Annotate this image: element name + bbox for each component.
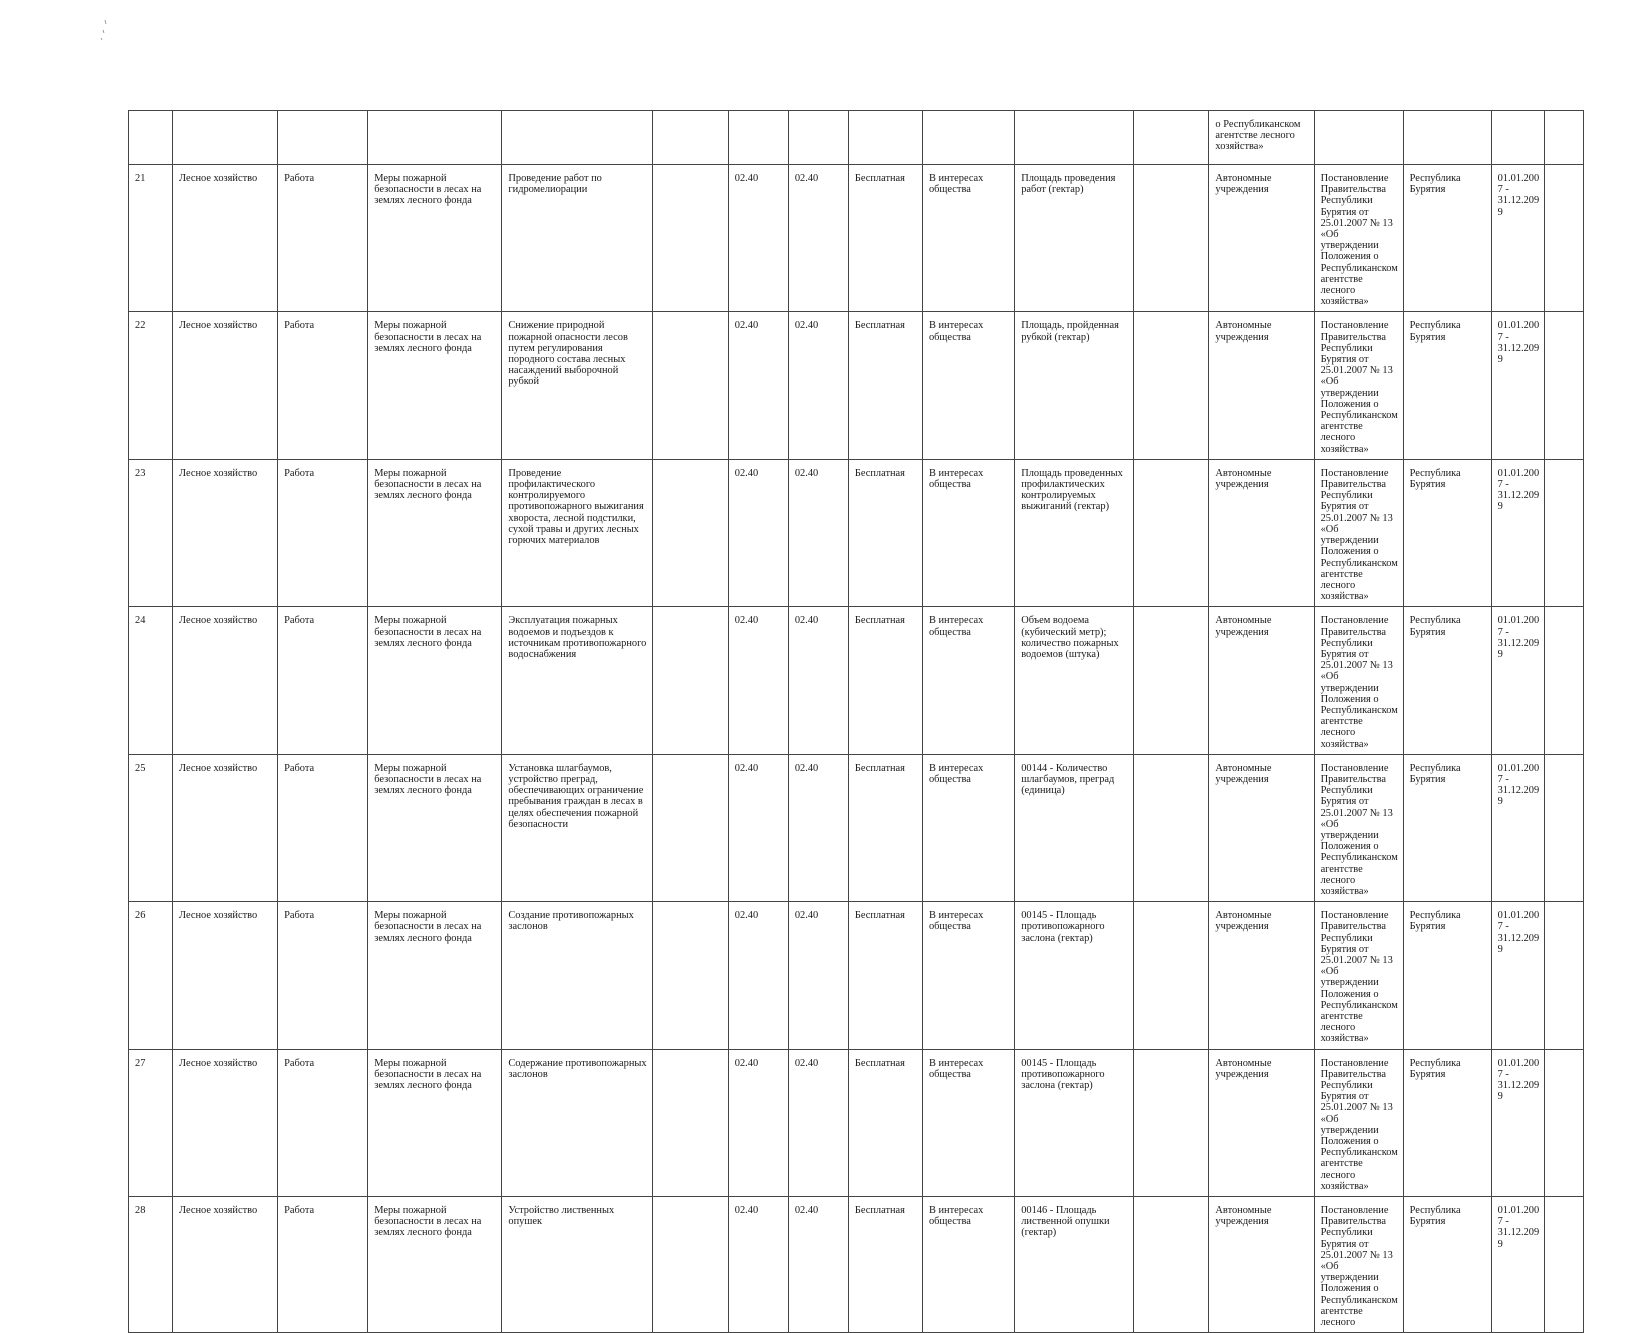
- service-cell: Меры пожарной безопасности в лесах на землях лесного фонда: [368, 459, 502, 606]
- empty-cell: [1545, 754, 1584, 901]
- basis-cell: Постановление Правительства Республики Бурятия от 25.01.2007 № 13 «Об утверждении Положения о Республиканском агентстве лесного хозяйства»: [1314, 754, 1403, 901]
- row-number: 21: [129, 165, 173, 312]
- indicator-cell: Объем водоема (кубический метр); количество пожарных водоемов (штука): [1015, 607, 1134, 754]
- sector-cell: Лесное хозяйство: [172, 165, 277, 312]
- okved-cell: 02.40: [728, 312, 788, 459]
- empty-cell: [1134, 754, 1209, 901]
- content-cell: Создание противопожарных заслонов: [502, 902, 652, 1049]
- payment-cell: Бесплатная: [848, 459, 922, 606]
- row-number: 28: [129, 1197, 173, 1333]
- empty-cell: [652, 902, 728, 1049]
- okved-cell: 02.40: [728, 607, 788, 754]
- kind-cell: Работа: [278, 1049, 368, 1196]
- kind-cell: Работа: [278, 1197, 368, 1333]
- empty-cell: [1134, 1197, 1209, 1333]
- table-cell: [728, 111, 788, 165]
- authority-cell: Республика Бурятия: [1403, 1197, 1491, 1333]
- basis-cell: о Республиканском агентстве лесного хозяйства»: [1209, 111, 1314, 165]
- table-cell: [278, 111, 368, 165]
- authority-cell: Республика Бурятия: [1403, 165, 1491, 312]
- empty-cell: [652, 1197, 728, 1333]
- kind-cell: Работа: [278, 459, 368, 606]
- service-cell: Меры пожарной безопасности в лесах на землях лесного фонда: [368, 1197, 502, 1333]
- indicator-cell: Площадь проведенных профилактических контролируемых выжиганий (гектар): [1015, 459, 1134, 606]
- empty-cell: [1545, 1197, 1584, 1333]
- row-number: 25: [129, 754, 173, 901]
- sector-cell: Лесное хозяйство: [172, 607, 277, 754]
- row-number: 27: [129, 1049, 173, 1196]
- empty-cell: [652, 459, 728, 606]
- table-row: [129, 1197, 1584, 1333]
- table-cell: [1403, 111, 1491, 165]
- payment-cell: Бесплатная: [848, 1049, 922, 1196]
- okved-cell: 02.40: [728, 754, 788, 901]
- institutions-cell: Автономные учреждения: [1209, 607, 1314, 754]
- indicator-cell: 00145 - Площадь противопожарного заслона (гектар): [1015, 1049, 1134, 1196]
- indicator-cell: 00146 - Площадь лиственной опушки (гектар): [1015, 1197, 1134, 1333]
- sector-cell: Лесное хозяйство: [172, 459, 277, 606]
- table-cell: [652, 111, 728, 165]
- kind-cell: Работа: [278, 312, 368, 459]
- table-cell: [1314, 111, 1403, 165]
- empty-cell: [1545, 607, 1584, 754]
- institutions-cell: Автономные учреждения: [1209, 459, 1314, 606]
- service-cell: Меры пожарной безопасности в лесах на землях лесного фонда: [368, 902, 502, 1049]
- indicator-cell: Площадь, пройденная рубкой (гектар): [1015, 312, 1134, 459]
- consumers-cell: В интересах общества: [922, 754, 1014, 901]
- payment-cell: Бесплатная: [848, 165, 922, 312]
- empty-cell: [1545, 1049, 1584, 1196]
- authority-cell: Республика Бурятия: [1403, 607, 1491, 754]
- period-cell: 01.01.2007 - 31.12.2099: [1491, 312, 1545, 459]
- service-cell: Меры пожарной безопасности в лесах на землях лесного фонда: [368, 1049, 502, 1196]
- table-row: [129, 754, 1584, 901]
- institutions-cell: Автономные учреждения: [1209, 902, 1314, 1049]
- table-row: [129, 459, 1584, 606]
- service-cell: Меры пожарной безопасности в лесах на землях лесного фонда: [368, 312, 502, 459]
- scan-artifact-mark: [96, 18, 110, 44]
- empty-cell: [652, 165, 728, 312]
- table-cell: [922, 111, 1014, 165]
- content-cell: Проведение работ по гидромелиорации: [502, 165, 652, 312]
- okved-cell: 02.40: [788, 1197, 848, 1333]
- basis-cell: Постановление Правительства Республики Бурятия от 25.01.2007 № 13 «Об утверждении Положения о Республиканском агентстве лесного хозяйства»: [1314, 312, 1403, 459]
- basis-cell: Постановление Правительства Республики Бурятия от 25.01.2007 № 13 «Об утверждении Положения о Республиканском агентстве лесного: [1314, 1197, 1403, 1333]
- okved-cell: 02.40: [788, 459, 848, 606]
- okved-cell: 02.40: [788, 902, 848, 1049]
- table-row: [129, 902, 1584, 1049]
- basis-cell: Постановление Правительства Республики Бурятия от 25.01.2007 № 13 «Об утверждении Положения о Республиканском агентстве лесного хозяйства»: [1314, 902, 1403, 1049]
- table-cell: [502, 111, 652, 165]
- empty-cell: [1134, 312, 1209, 459]
- okved-cell: 02.40: [788, 312, 848, 459]
- content-cell: Снижение природной пожарной опасности лесов путем регулирования породного состава лесных насаждений выборочной рубкой: [502, 312, 652, 459]
- table-cell: [368, 111, 502, 165]
- indicator-cell: 00144 - Количество шлагбаумов, преград (единица): [1015, 754, 1134, 901]
- content-cell: Содержание противопожарных заслонов: [502, 1049, 652, 1196]
- indicator-cell: Площадь проведения работ (гектар): [1015, 165, 1134, 312]
- payment-cell: Бесплатная: [848, 312, 922, 459]
- okved-cell: 02.40: [788, 607, 848, 754]
- table-cell: [129, 111, 173, 165]
- payment-cell: Бесплатная: [848, 902, 922, 1049]
- consumers-cell: В интересах общества: [922, 165, 1014, 312]
- basis-cell: Постановление Правительства Республики Бурятия от 25.01.2007 № 13 «Об утверждении Положения о Республиканском агентстве лесного хозяйства»: [1314, 165, 1403, 312]
- empty-cell: [1134, 902, 1209, 1049]
- basis-cell: Постановление Правительства Республики Бурятия от 25.01.2007 № 13 «Об утверждении Положения о Республиканском агентстве лесного хозяйства»: [1314, 607, 1403, 754]
- payment-cell: Бесплатная: [848, 1197, 922, 1333]
- payment-cell: Бесплатная: [848, 754, 922, 901]
- consumers-cell: В интересах общества: [922, 902, 1014, 1049]
- row-number: 23: [129, 459, 173, 606]
- institutions-cell: Автономные учреждения: [1209, 1049, 1314, 1196]
- table-cell: [1545, 111, 1584, 165]
- sector-cell: Лесное хозяйство: [172, 1049, 277, 1196]
- table-cell: [172, 111, 277, 165]
- service-cell: Меры пожарной безопасности в лесах на землях лесного фонда: [368, 754, 502, 901]
- consumers-cell: В интересах общества: [922, 607, 1014, 754]
- empty-cell: [652, 312, 728, 459]
- content-cell: Установка шлагбаумов, устройство преград, обеспечивающих ограничение пребывания граждан в лесах в целях обеспечения пожарной безопасности: [502, 754, 652, 901]
- sector-cell: Лесное хозяйство: [172, 312, 277, 459]
- payment-cell: Бесплатная: [848, 607, 922, 754]
- okved-cell: 02.40: [728, 1049, 788, 1196]
- authority-cell: Республика Бурятия: [1403, 1049, 1491, 1196]
- sector-cell: Лесное хозяйство: [172, 902, 277, 1049]
- okved-cell: 02.40: [728, 902, 788, 1049]
- content-cell: Проведение профилактического контролируемого противопожарного выжигания хвороста, лесной подстилки, сухой травы и других лесных горючих материалов: [502, 459, 652, 606]
- kind-cell: Работа: [278, 165, 368, 312]
- institutions-cell: Автономные учреждения: [1209, 1197, 1314, 1333]
- table-row: [129, 165, 1584, 312]
- empty-cell: [1134, 1049, 1209, 1196]
- empty-cell: [1545, 902, 1584, 1049]
- okved-cell: 02.40: [728, 459, 788, 606]
- institutions-cell: Автономные учреждения: [1209, 312, 1314, 459]
- table-cell: [788, 111, 848, 165]
- table-row: [129, 607, 1584, 754]
- empty-cell: [652, 1049, 728, 1196]
- sector-cell: Лесное хозяйство: [172, 1197, 277, 1333]
- services-registry-table: [128, 110, 1584, 1333]
- authority-cell: Республика Бурятия: [1403, 902, 1491, 1049]
- empty-cell: [1134, 165, 1209, 312]
- period-cell: 01.01.2007 - 31.12.2099: [1491, 1049, 1545, 1196]
- empty-cell: [652, 754, 728, 901]
- service-cell: Меры пожарной безопасности в лесах на землях лесного фонда: [368, 607, 502, 754]
- row-number: 24: [129, 607, 173, 754]
- table-cell: [1134, 111, 1209, 165]
- empty-cell: [1545, 165, 1584, 312]
- consumers-cell: В интересах общества: [922, 1197, 1014, 1333]
- period-cell: 01.01.2007 - 31.12.2099: [1491, 754, 1545, 901]
- okved-cell: 02.40: [788, 165, 848, 312]
- institutions-cell: Автономные учреждения: [1209, 754, 1314, 901]
- consumers-cell: В интересах общества: [922, 1049, 1014, 1196]
- basis-cell: Постановление Правительства Республики Бурятия от 25.01.2007 № 13 «Об утверждении Положения о Республиканском агентстве лесного хозяйства»: [1314, 459, 1403, 606]
- institutions-cell: Автономные учреждения: [1209, 165, 1314, 312]
- okved-cell: 02.40: [788, 1049, 848, 1196]
- row-number: 26: [129, 902, 173, 1049]
- authority-cell: Республика Бурятия: [1403, 312, 1491, 459]
- content-cell: Эксплуатация пожарных водоемов и подъездов к источникам противопожарного водоснабжения: [502, 607, 652, 754]
- period-cell: 01.01.2007 - 31.12.2099: [1491, 459, 1545, 606]
- period-cell: 01.01.2007 - 31.12.2099: [1491, 1197, 1545, 1333]
- indicator-cell: 00145 - Площадь противопожарного заслона (гектар): [1015, 902, 1134, 1049]
- empty-cell: [1134, 459, 1209, 606]
- okved-cell: 02.40: [728, 165, 788, 312]
- empty-cell: [1545, 312, 1584, 459]
- content-cell: Устройство лиственных опушек: [502, 1197, 652, 1333]
- kind-cell: Работа: [278, 607, 368, 754]
- sector-cell: Лесное хозяйство: [172, 754, 277, 901]
- table-row: [129, 312, 1584, 459]
- okved-cell: 02.40: [728, 1197, 788, 1333]
- empty-cell: [1134, 607, 1209, 754]
- kind-cell: Работа: [278, 902, 368, 1049]
- period-cell: 01.01.2007 - 31.12.2099: [1491, 902, 1545, 1049]
- consumers-cell: В интересах общества: [922, 312, 1014, 459]
- period-cell: 01.01.2007 - 31.12.2099: [1491, 607, 1545, 754]
- table-cell: [1491, 111, 1545, 165]
- basis-cell: Постановление Правительства Республики Бурятия от 25.01.2007 № 13 «Об утверждении Положения о Республиканском агентстве лесного хозяйства»: [1314, 1049, 1403, 1196]
- row-number: 22: [129, 312, 173, 459]
- kind-cell: Работа: [278, 754, 368, 901]
- table-row: [129, 1049, 1584, 1196]
- authority-cell: Республика Бурятия: [1403, 754, 1491, 901]
- period-cell: 01.01.2007 - 31.12.2099: [1491, 165, 1545, 312]
- okved-cell: 02.40: [788, 754, 848, 901]
- table-row-continuation: [129, 111, 1584, 165]
- authority-cell: Республика Бурятия: [1403, 459, 1491, 606]
- consumers-cell: В интересах общества: [922, 459, 1014, 606]
- table-cell: [848, 111, 922, 165]
- table-cell: [1015, 111, 1134, 165]
- empty-cell: [652, 607, 728, 754]
- service-cell: Меры пожарной безопасности в лесах на землях лесного фонда: [368, 165, 502, 312]
- empty-cell: [1545, 459, 1584, 606]
